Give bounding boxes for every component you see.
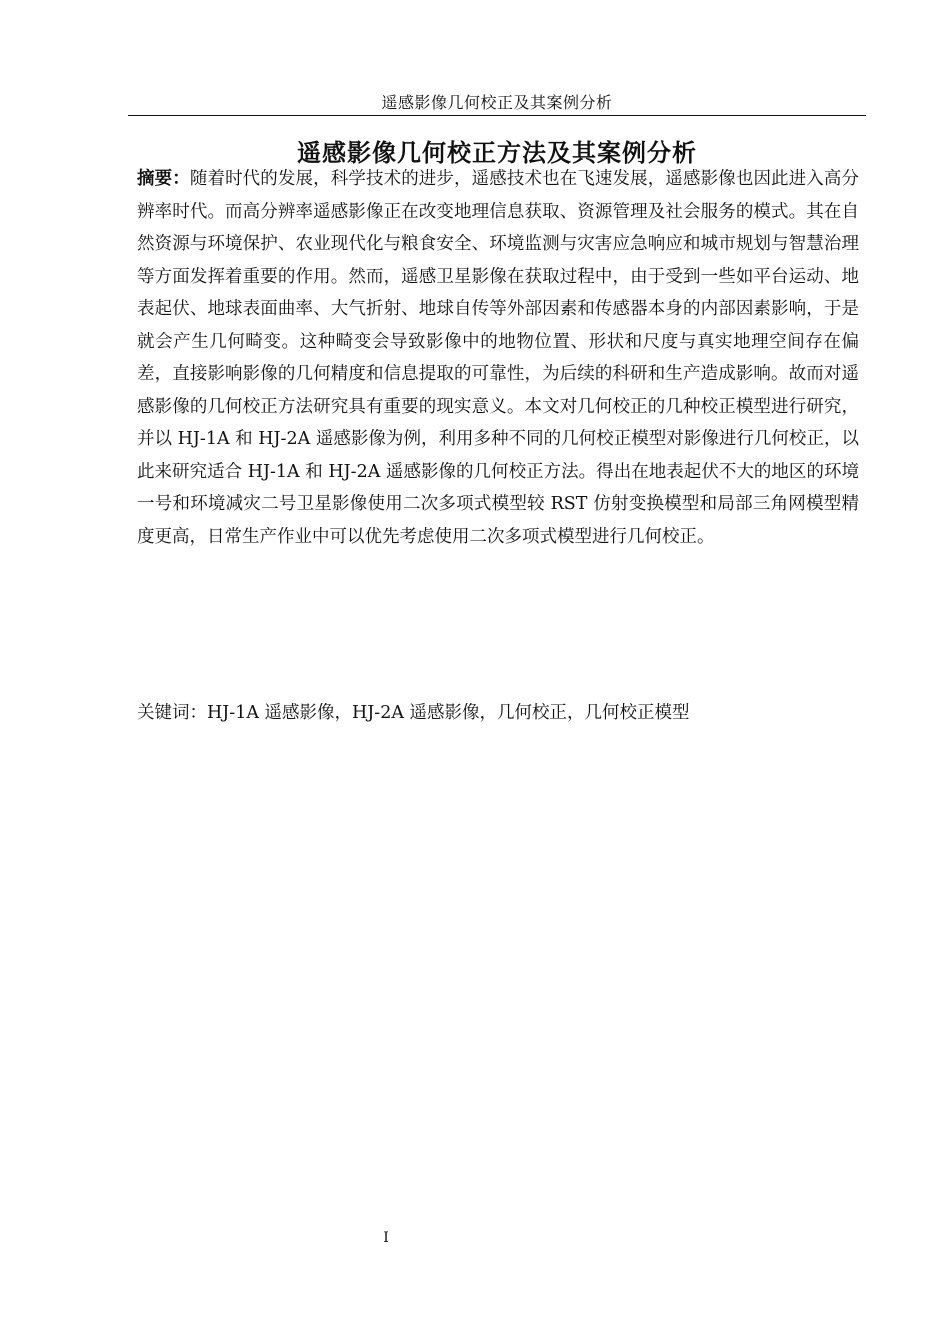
keywords-line: 关键词：HJ-1A 遥感影像，HJ-2A 遥感影像，几何校正，几何校正模型 xyxy=(137,703,690,723)
abstract-label: 摘要： xyxy=(137,169,190,189)
abstract-text: 随着时代的发展，科学技术的进步，遥感技术也在飞速发展，遥感影像也因此进入高分辨率时代。而高分辨率遥感影像正在改变地理信息获取、资源管理及社会服务的模式。其在自然资源与环境保护、农业现代化与粮食安全、环境监测与灾害应急响应和城市规划与智慧治理等方面发挥着重要的作用。然而，遥感卫星影像在获取过程中，由于受到一些如平台运动、地表起伏、地球表面曲率、大气折射、地球自传等外部因素和传感器本身的内部因素影响，于是就会产生几何畸变。这种畸变会导致影像中的地物位置、形状和尺度与真实地理空间存在偏差，直接影响影像的几何精度和信息提取的可靠性，为后续的科研和生产造成影响。故而对遥感影像的几何校正方法研究具有重要的现实意义。本文对几何校正的几种校正模型进行研究，并以 HJ-1A 和 HJ-2A 遥感影像为例，利用多种不同的几何校正模型对影像进行几何校正，以此来研究适合 HJ-1A 和 HJ-2A 遥感影像的几何校正方法。得出在地表起伏不大的地区的环境一号和环境减灾二号卫星影像使用二次多项式模型较 RST 仿射变换模型和局部三角网模型精度更高，日常生产作业中可以优先考虑使用二次多项式模型进行几何校正。 xyxy=(137,169,860,547)
document-title: 遥感影像几何校正方法及其案例分析 xyxy=(297,138,697,167)
abstract-paragraph xyxy=(137,163,859,553)
header-rule xyxy=(128,115,866,116)
page-number: I xyxy=(383,1230,389,1246)
running-header: 遥感影像几何校正及其案例分析 xyxy=(381,93,613,112)
